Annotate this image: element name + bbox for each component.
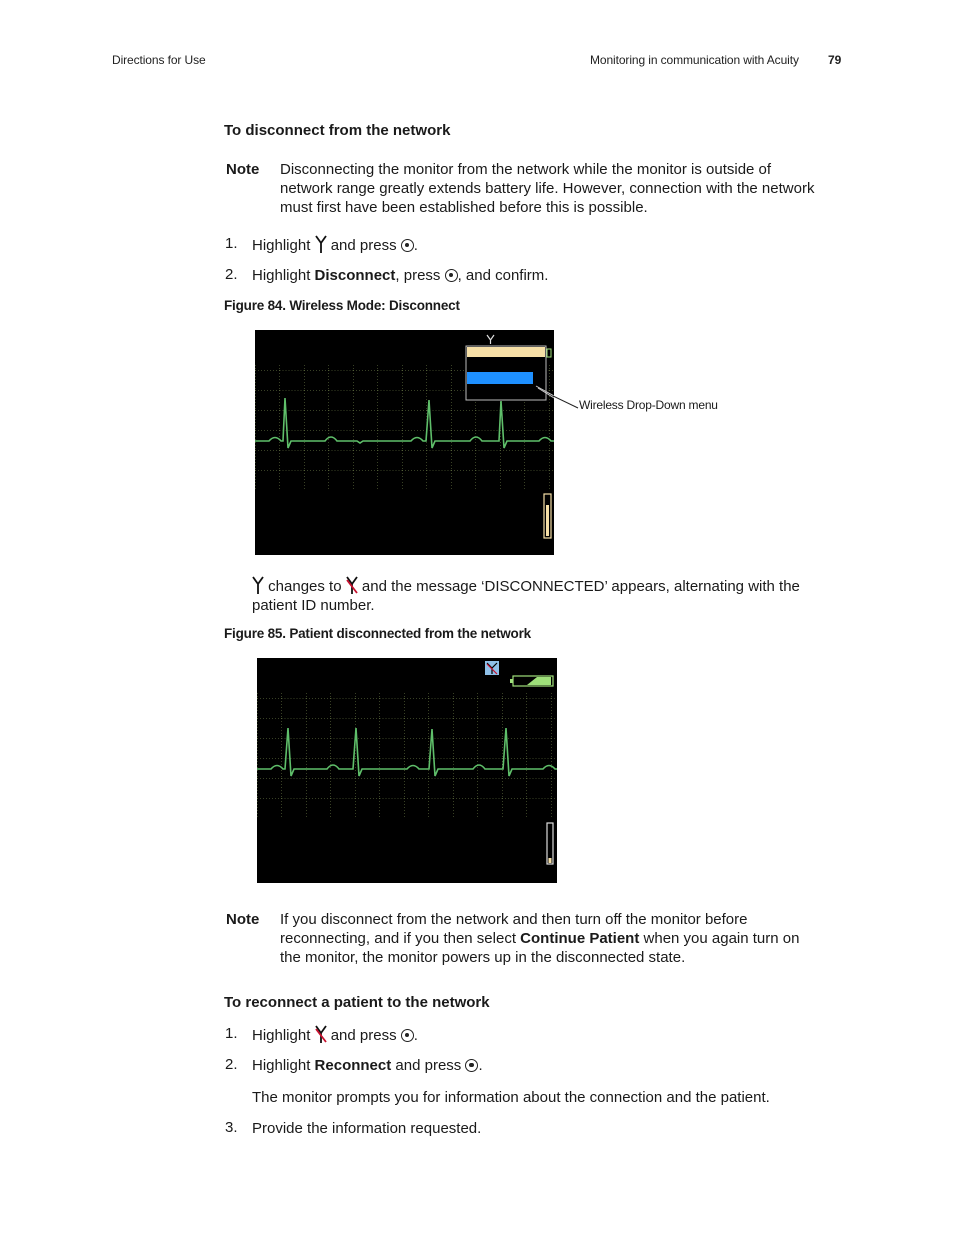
callout-wireless-dropdown: Wireless Drop-Down menu bbox=[579, 398, 718, 412]
reconnect-step-1: Highlight and press . bbox=[252, 1027, 418, 1044]
step-1-text: Highlight and press . bbox=[252, 237, 418, 254]
select-button-icon bbox=[401, 239, 414, 252]
step-number: 3. bbox=[225, 1119, 238, 1136]
reconnect-info: The monitor prompts you for information about the connection and the patient. bbox=[252, 1089, 770, 1106]
antenna-icon bbox=[315, 235, 327, 253]
step-number: 1. bbox=[225, 235, 238, 252]
header-left: Directions for Use bbox=[112, 53, 206, 67]
figure-85-caption: Figure 85. Patient disconnected from the network bbox=[224, 626, 531, 641]
monitor-screen-disconnected bbox=[257, 658, 557, 883]
reconnect-step-2: Highlight Reconnect and press . bbox=[252, 1057, 483, 1074]
antenna-disconnected-icon bbox=[346, 576, 358, 594]
step-number: 1. bbox=[225, 1025, 238, 1042]
note-label: Note bbox=[226, 911, 260, 928]
result-text: changes to and the message ‘DISCONNECTED’ appears, alternating with the patient ID number. bbox=[252, 578, 800, 614]
menu-title-bar bbox=[467, 347, 545, 357]
select-button-icon bbox=[465, 1059, 478, 1072]
page-number: 79 bbox=[828, 53, 842, 67]
step-number: 2. bbox=[225, 1056, 238, 1073]
menu-item-disconnect bbox=[467, 372, 533, 384]
note-label: Note bbox=[226, 161, 260, 178]
reconnect-step-3: Provide the information requested. bbox=[252, 1120, 482, 1137]
step-2-text: Highlight Disconnect, press , and confirm. bbox=[252, 267, 549, 284]
figure-84-caption: Figure 84. Wireless Mode: Disconnect bbox=[224, 298, 460, 313]
antenna-icon bbox=[252, 576, 264, 594]
select-button-icon bbox=[401, 1029, 414, 1042]
section-title-disconnect: To disconnect from the network bbox=[224, 122, 451, 139]
note-text: Disconnecting the monitor from the network while the monitor is outside of network range greatly extends battery life. However, connection with the network must first have been established before this is possible. bbox=[280, 161, 815, 216]
antenna-disconnected-icon bbox=[315, 1025, 327, 1043]
header-right: Monitoring in communication with Acuity bbox=[590, 53, 799, 67]
monitor-screen-wireless-menu bbox=[255, 330, 554, 555]
antenna-icon bbox=[487, 335, 494, 344]
select-button-icon bbox=[445, 269, 458, 282]
step-number: 2. bbox=[225, 266, 238, 283]
section-title-reconnect: To reconnect a patient to the network bbox=[224, 994, 490, 1011]
note-2-text: If you disconnect from the network and then turn off the monitor before reconnecting, and if you then select Continue Patient when you again turn on the monitor, the monitor powers up in the disconnected state. bbox=[280, 911, 800, 966]
